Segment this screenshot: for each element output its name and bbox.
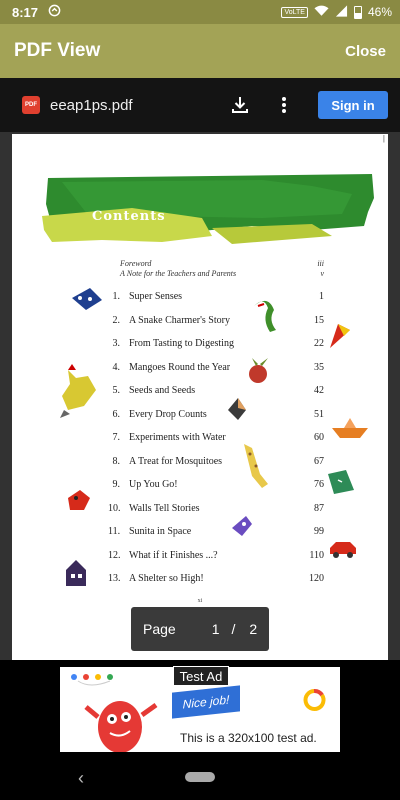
toc-number: 4.	[112, 361, 120, 373]
toc-row[interactable]	[12, 479, 388, 495]
toc-number: 5.	[112, 385, 120, 396]
close-button[interactable]: Close	[345, 42, 386, 60]
ad-banner-text: Nice job!	[172, 685, 240, 718]
toc-number: 7.	[112, 432, 120, 443]
toc-row[interactable]	[12, 315, 388, 331]
toc-foreword-page: iii	[317, 259, 324, 268]
toc-row[interactable]	[12, 573, 388, 589]
toc-row[interactable]	[12, 550, 388, 566]
navigation-bar	[0, 758, 400, 800]
more-options-icon[interactable]	[272, 93, 296, 117]
toc-row[interactable]	[12, 432, 388, 448]
toc-title: From Tasting to Digesting	[129, 338, 234, 349]
viewer-toolbar	[0, 78, 400, 132]
toc-number: 13.	[108, 573, 121, 584]
toc-row[interactable]	[12, 526, 388, 542]
toc-row[interactable]	[12, 338, 388, 354]
toc-title: Walls Tell Stories	[129, 502, 200, 514]
status-bar-right	[281, 5, 392, 20]
home-pill-icon[interactable]	[185, 772, 215, 782]
file-name: eeap1ps.pdf	[50, 96, 133, 114]
sync-icon	[48, 4, 61, 20]
page-separator: /	[231, 621, 236, 637]
toc-number: 9.	[112, 479, 120, 490]
toc-note: A Note for the Teachers and Parents	[120, 269, 237, 278]
signal-icon	[335, 5, 348, 20]
back-icon[interactable]: ‹	[78, 768, 84, 788]
toc-page: 1	[319, 291, 324, 302]
sign-in-button[interactable]: Sign in	[318, 91, 388, 119]
toc-number: 1.	[112, 291, 120, 302]
toc-row[interactable]	[12, 291, 388, 307]
toc-page: 67	[314, 455, 324, 467]
ad-text: This is a 320x100 test ad.	[180, 731, 317, 745]
toc-title: A Shelter so High!	[129, 573, 204, 584]
status-bar	[0, 0, 400, 24]
download-icon[interactable]	[228, 93, 252, 117]
toc-number: 12.	[108, 549, 121, 561]
toc-title: A Treat for Mosquitoes	[129, 455, 223, 467]
status-time: 8:17	[12, 4, 39, 20]
toc-row[interactable]	[12, 456, 388, 472]
battery-icon	[354, 6, 362, 19]
toc-page: 76	[314, 479, 324, 490]
toc-page: 120	[309, 573, 324, 584]
toc-number: 11.	[108, 526, 121, 537]
status-bar-left	[12, 4, 61, 20]
toc-foreword: Foreword	[120, 259, 152, 268]
contents-heading: Contents	[92, 209, 166, 224]
toc-page: 15	[314, 314, 324, 326]
toc-page: 22	[314, 338, 324, 349]
toc-page: 35	[314, 361, 324, 373]
pdf-file-icon: PDF	[22, 96, 40, 114]
toc-page: 87	[314, 502, 324, 514]
toc-title: Super Senses	[129, 291, 183, 302]
toc-page: 99	[314, 526, 324, 537]
toc-page: 60	[314, 432, 324, 443]
toc-title: Experiments with Water	[129, 432, 226, 443]
toc-title: A Snake Charmer's Story	[129, 314, 230, 326]
toc-title: Up You Go!	[129, 479, 178, 490]
toc-title: Mangoes Round the Year	[129, 361, 231, 373]
app-bar	[0, 24, 400, 78]
toc-page: 42	[314, 385, 324, 396]
pdf-page	[12, 134, 388, 660]
toc-note-page: v	[320, 269, 324, 278]
toc-page: 51	[314, 408, 324, 420]
toc-page: 110	[309, 549, 324, 561]
toc-number: 6.	[112, 408, 120, 420]
app-title: PDF View	[14, 40, 101, 61]
toc-title: Every Drop Counts	[129, 408, 207, 420]
current-page: 1	[211, 621, 220, 637]
toc-row[interactable]	[12, 409, 388, 425]
test-ad-label: Test Ad	[173, 666, 229, 686]
total-pages: 2	[249, 621, 258, 637]
toc-row[interactable]	[12, 503, 388, 519]
toc-title: Seeds and Seeds	[129, 385, 196, 396]
toc-number: 10.	[108, 502, 121, 514]
toc-title: What if it Finishes ...?	[129, 549, 218, 561]
toc-number: 8.	[112, 455, 120, 467]
toc-number: 2.	[112, 314, 120, 326]
page-footer-number: xi	[197, 598, 203, 604]
toc-row[interactable]	[12, 362, 388, 378]
volte-badge: VoLTE	[281, 7, 308, 18]
page-edge-mark: |	[382, 134, 385, 143]
wifi-icon	[314, 5, 329, 20]
toc-row[interactable]	[12, 385, 388, 401]
toc-number: 3.	[112, 338, 120, 349]
page-indicator	[131, 607, 269, 651]
battery-percent: 46%	[367, 5, 392, 19]
toc-title: Sunita in Space	[129, 526, 192, 537]
page-label: Page	[143, 621, 176, 637]
